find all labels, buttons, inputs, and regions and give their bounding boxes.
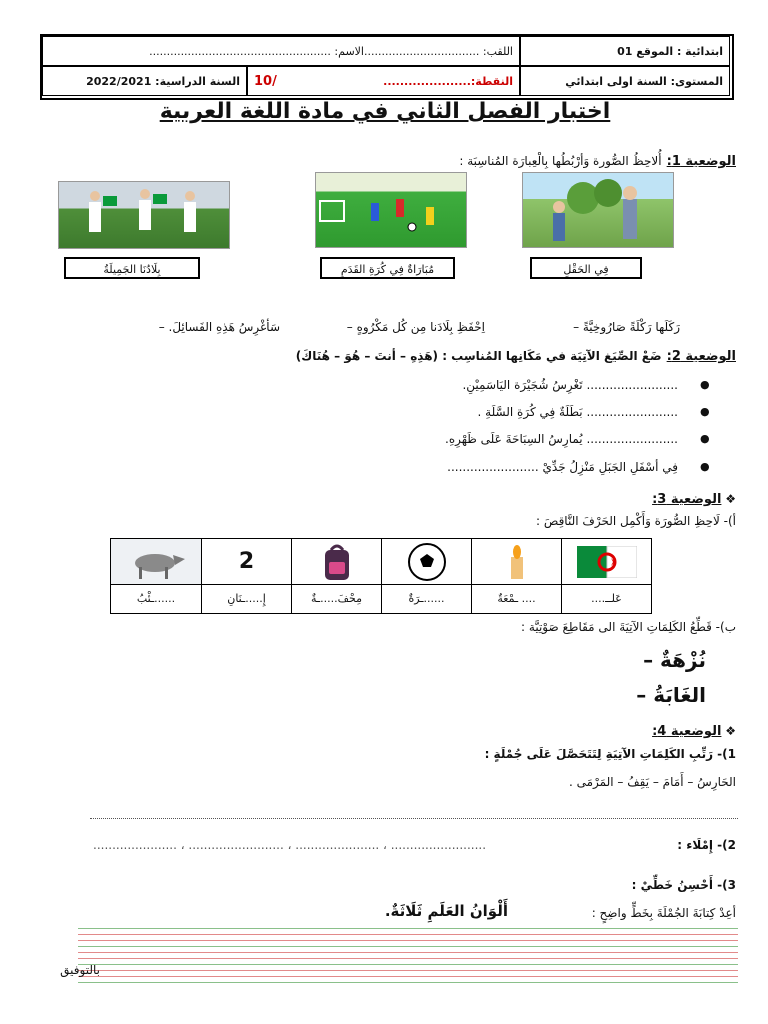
grid-label-bag: مِحْفَ.....ـةٌ [311,592,362,605]
writing-line [78,958,738,959]
caption-football: مُبَارَاةٌ فِي كُرَةِ القَدَمِ [320,257,455,279]
section2-item-1: ........................ تَغْرِسُ شُجَيْرَة اليَاسَمِيْنِ. [462,378,678,392]
writing-line [78,934,738,935]
page-title: اختبار الفصل الثاني في مادة اللغة العربية [159,99,611,124]
writing-line [78,946,738,947]
writing-line [78,964,738,965]
algeria-flag-icon [562,539,651,585]
q3-instruction: أعِدْ كِتابَةَ الجُمْلَةَ بِخَطٍّ واضِحٍ : [591,906,736,920]
candle-icon [472,539,561,585]
field-image [522,172,674,248]
country-image [58,181,230,249]
q2-label: 2)- إِمْلَاء : [677,838,736,852]
section1-line [76,150,736,169]
section2-line [36,345,736,364]
writing-line [78,928,738,929]
sentence-3: سَأغْرِسُ هَذِهِ الفَسائِلَ. – [158,320,280,334]
grid-label-wolf: ......ـئْبُ [136,592,176,605]
grid-cell-wolf [111,539,201,613]
writing-line [78,982,738,983]
word-2: الغَابَةُ – [636,683,706,707]
diamond-icon: ❖ [721,724,736,738]
section3-part-b: ب)- قَطِّعُ الكَلِمَاتِ الآتِيَةَ الى مَقَاطِعَ صَوْتِيَّة : [521,620,736,634]
section2-item-2: ........................ بَطَلَةٌ فِي كُرَةِ السَّلَةِ . [477,405,678,419]
section3-heading: الوضعية 3: [652,492,722,507]
section4-line [436,720,736,739]
bullet: ● [700,460,710,473]
grid-label-number: إِ.....ـنَانِ [227,592,266,605]
section2-item-3: ........................ يُمارِسُ السِبَاحَةَ عَلَى ظَهْرِهِ. [445,432,678,446]
football-image [315,172,467,248]
farmers-illustration [523,173,673,247]
grid-label-flag: عَلــ.... [591,592,622,605]
sentence-2: اِحْفَظِ بِلَادَنا مِن كُل مَكْرُوهٍ – [346,320,485,334]
grid-cell-candle [471,539,561,613]
schoolbag-icon [292,539,381,585]
grid-label-candle: .... ـمْعَةٌ [497,592,536,605]
caption-field: فِي الحَقْلِ [530,257,642,279]
children-with-flags-illustration [59,182,229,248]
writing-line [78,970,738,971]
level: المستوى: السنة اولى ابتدائي [520,66,730,96]
section3-part-a: أ)- لَاحِظِ الصُّورَة وَأَكْمِل الحَرْفَ النَّاقِصَ : [536,514,736,528]
header-table [40,34,734,100]
diamond-icon: ❖ [721,492,736,506]
bullet: ● [700,405,710,418]
grade-value: 10/ [254,73,277,89]
word-1: نُزْهَةٌ – [643,648,706,672]
grade-cell [247,66,520,96]
wolf-icon [111,539,201,585]
football-match-illustration [316,173,466,247]
football-icon [382,539,471,585]
grid-cell-flag [561,539,651,613]
section1-heading: الوضعية 1: [666,154,736,169]
grid-label-ball: ......ـرَةٌ [408,592,445,605]
section2-instruction: ضَعْ الصِّيَغ الآتِيَة في مَكَانِها المُناسِب : (هَذِهِ – أنتَ – هُوَ – هُنَاكَ) [295,349,662,363]
bullet: ● [700,378,710,391]
sentence-1: رَكَلَها رَكْلَةً صَارُوخِيَّةً – [573,320,680,334]
writing-line [78,940,738,941]
school-year: السنة الدراسية: 2022/2021 [42,66,247,96]
section4-heading: الوضعية 4: [652,724,722,739]
student-name-field: اللقب: .................................الاسم: .................................................... [42,36,520,66]
answer-line [90,818,738,819]
q1-words: الحَارِسُ – أَمَامَ – يَقِفُ – المَرْمَى . [568,775,736,789]
section3-line [436,488,736,507]
writing-line [78,976,738,977]
footer-good-luck: بالتوفيق [60,963,100,977]
grid-cell-bag [291,539,381,613]
writing-line [78,952,738,953]
section1-instruction: أُلاحِظُ الصُّورة وَأرْبُطُها بِالْعِبارَة المُناسِبَة : [459,154,662,168]
q3-label: 3)- أَحْسِنُ خَطِّيْ : [631,878,736,892]
number-two: 2 [202,539,291,585]
letter-grid [110,538,652,614]
q3-sentence: أَلْوَانُ العَلَمِ ثَلَاثَةٌ. [384,902,508,920]
grid-cell-ball [381,539,471,613]
section2-item-4: فِي أسْفَلِ الجَبَلِ مَنْزِلُ جَدِّيْ ........................ [447,460,678,474]
q2-blanks: ...................... ، ......................... ، ...................... ، ......................... [93,838,487,852]
bullet: ● [700,432,710,445]
grade-label: النقطة:..................... [383,74,513,88]
section2-heading: الوضعية 2: [666,349,736,364]
school-name: ابتدائية : الموقع 01 [520,36,730,66]
grid-cell-number [201,539,291,613]
caption-country: بِلَادُنَا الجَمِيلَةُ [64,257,200,279]
q1-instruction: 1)- رَتِّبِ الكَلِمَاتِ الآتِيَةِ لِتَتَحَصَّلَ عَلَى جُمْلَةٍ : [484,747,736,761]
